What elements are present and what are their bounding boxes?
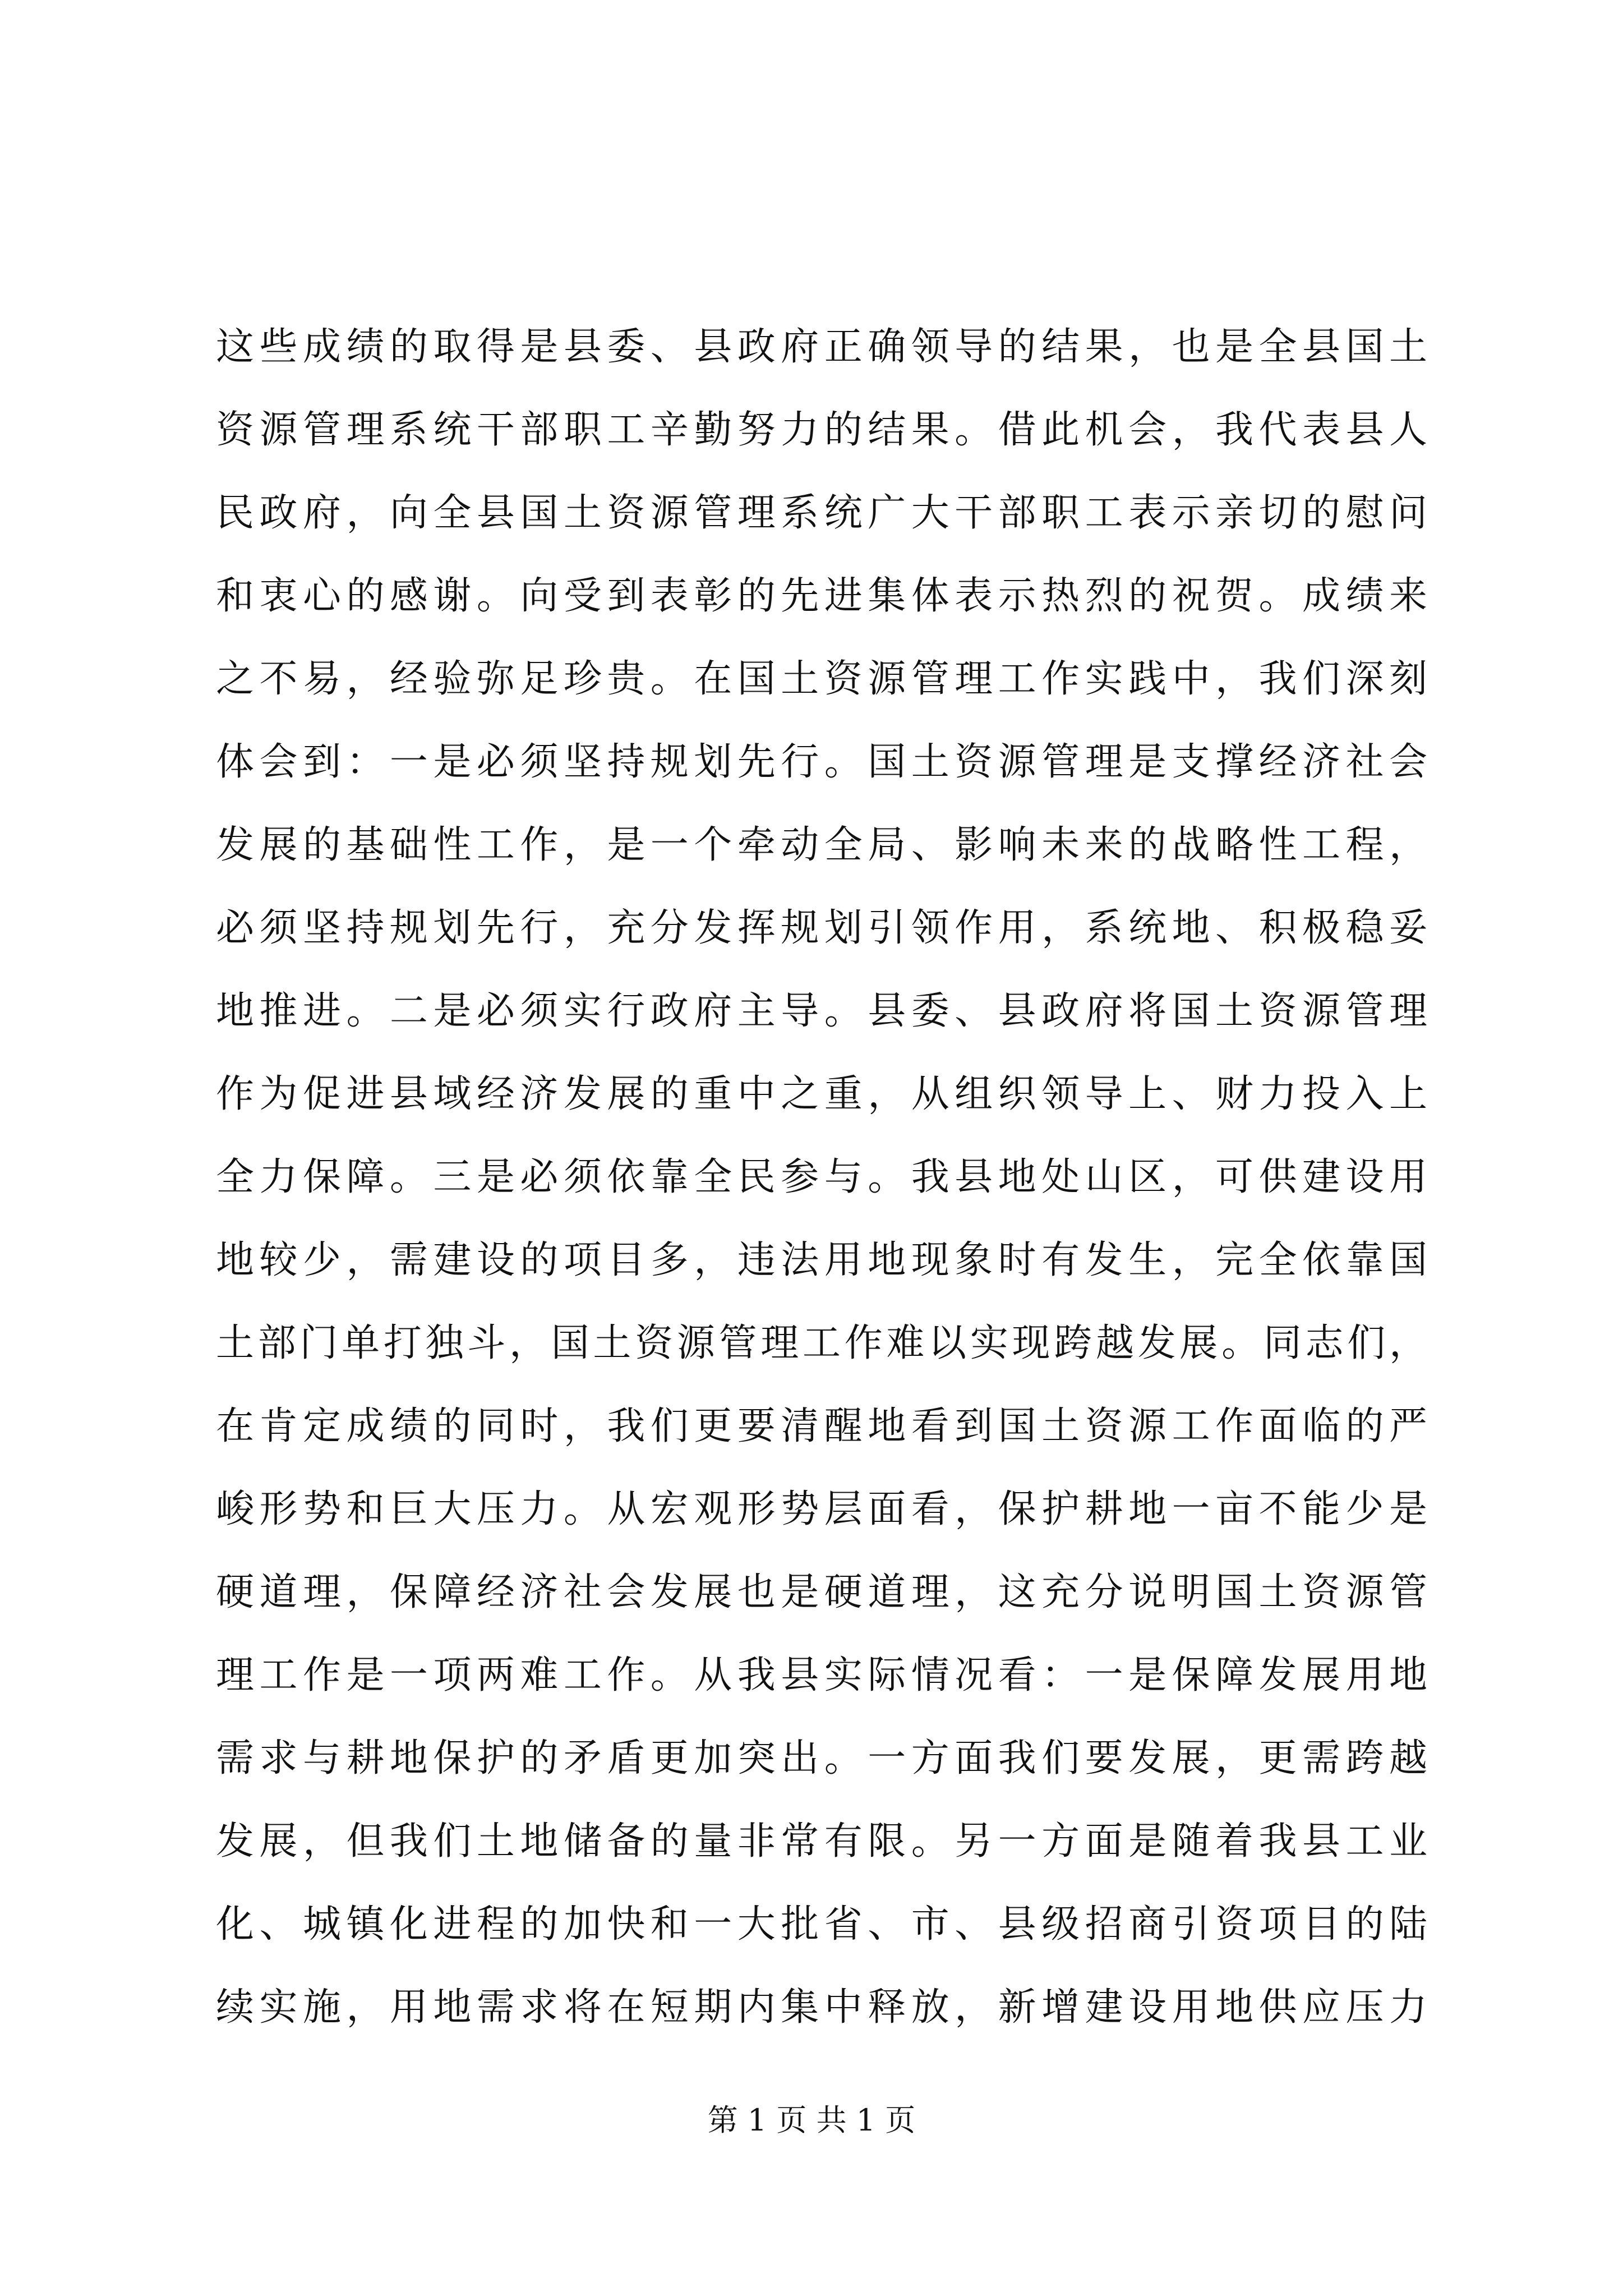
text-line: 峻形势和巨大压力。从宏观形势层面看，保护耕地一亩不能少是 (216, 1487, 1427, 1531)
text-line: 全力保障。三是必须依靠全民参与。我县地处山区，可供建设用 (216, 1155, 1427, 1199)
body-paragraph (216, 306, 1427, 2049)
text-line: 之不易，经验弥足珍贵。在国土资源管理工作实践中，我们深刻 (216, 657, 1427, 701)
text-line: 在肯定成绩的同时，我们更要清醒地看到国土资源工作面临的严 (216, 1404, 1427, 1448)
text-line: 地较少，需建设的项目多，违法用地现象时有发生，完全依靠国 (216, 1238, 1427, 1282)
text-line: 地推进。二是必须实行政府主导。县委、县政府将国土资源管理 (216, 989, 1427, 1033)
text-line: 体会到：一是必须坚持规划先行。国土资源管理是支撑经济社会 (216, 740, 1427, 784)
text-line: 资源管理系统干部职工辛勤努力的结果。借此机会，我代表县人 (216, 408, 1427, 452)
text-line: 土部门单打独斗，国土资源管理工作难以实现跨越发展。同志们， (216, 1321, 1427, 1365)
text-line: 理工作是一项两难工作。从我县实际情况看：一是保障发展用地 (216, 1653, 1427, 1697)
text-line: 化、城镇化进程的加快和一大批省、市、县级招商引资项目的陆 (216, 1902, 1427, 1947)
text-line: 续实施，用地需求将在短期内集中释放，新增建设用地供应压力 (216, 1985, 1427, 2030)
text-line: 必须坚持规划先行，充分发挥规划引领作用，系统地、积极稳妥 (216, 906, 1427, 950)
text-line: 发展，但我们土地储备的量非常有限。另一方面是随着我县工业 (216, 1819, 1427, 1864)
text-line: 民政府，向全县国土资源管理系统广大干部职工表示亲切的慰问 (216, 491, 1427, 535)
text-line: 发展的基础性工作，是一个牵动全局、影响未来的战略性工程， (216, 823, 1427, 867)
text-line: 需求与耕地保护的矛盾更加突出。一方面我们要发展，更需跨越 (216, 1736, 1427, 1780)
text-line: 和衷心的感谢。向受到表彰的先进集体表示热烈的祝贺。成绩来 (216, 574, 1427, 618)
text-line: 作为促进县域经济发展的重中之重，从组织领导上、财力投入上 (216, 1072, 1427, 1116)
text-line: 硬道理，保障经济社会发展也是硬道理，这充分说明国土资源管 (216, 1570, 1427, 1614)
page-number-footer: 第 1 页 共 1 页 (707, 2102, 916, 2138)
text-line: 这些成绩的取得是县委、县政府正确领导的结果，也是全县国土 (216, 325, 1427, 369)
